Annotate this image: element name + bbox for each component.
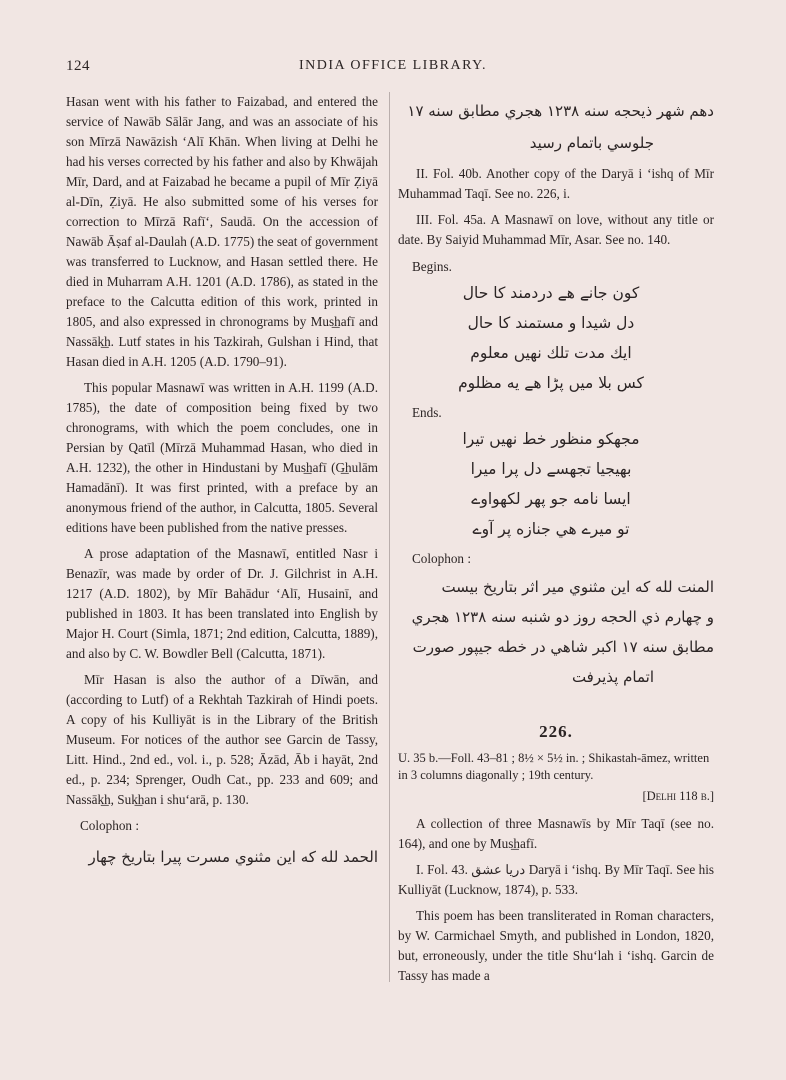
shelfmark: [Delhi 118 b.]	[642, 789, 714, 803]
colophon-line: اتمام پذيرفت	[571, 668, 654, 686]
column-divider	[389, 92, 390, 982]
verse-line: كون جانے هے دردمند كا حال	[462, 284, 640, 302]
colophon-line: و چهارم ذي الحجه روز دو شنبه سنه ۱۲۳۸ هجري	[411, 608, 714, 626]
colophon-line: المنت لله كه اين مثنوي مير اثر بتاريخ بيست	[441, 578, 714, 596]
paragraph-transliteration: This poem has been transliterated in Roman characters, by W. Carmichael Smyth, and published in London, 1820, but, erroneously, under the title Shu‘lah i ‘ishq. Garcin de Tassy has made a	[398, 908, 714, 983]
paragraph-prose-adaptation: A prose adaptation of the Masnawī, entitled Nasr i Benazīr, was made by order of Dr. J. Gilchrist in A.H. 1217 (A.D. 1802), by Mīr Bahādur ‘Alī, Husainī, and published in 1803. It has been translated into English by Major H. Court (Simla, 1871; 2nd edition, Calcutta, 1889), and also by C. W. Bowdler Bell (Calcutta, 1871).	[66, 546, 378, 661]
colophon-urdu: الحمد لله كه اين مثنوي مسرت پيرا بتاريخ چهار	[88, 848, 378, 866]
entry-number: 226.	[539, 722, 573, 741]
verse-line: كس بلا ميں پڑا هے يه مظلوم	[458, 374, 644, 392]
colophon-continuation-line-1: دهم شهر ذيحجه سنه ۱۲۳۸ هجري مطابق سنه ۱۷	[407, 102, 714, 120]
paragraph-copy-ii: II. Fol. 40b. Another copy of the Daryā i ‘ishq of Mīr Muhammad Taqī. See no. 226, i.	[398, 166, 714, 201]
verse-line: دل شيدا و مستمند كا حال	[467, 314, 635, 332]
right-column	[398, 92, 714, 992]
verse-line: بهيجيا تجهسے دل پرا ميرا	[470, 460, 632, 478]
ends-verses	[398, 424, 714, 544]
running-title: INDIA OFFICE LIBRARY.	[299, 58, 487, 73]
paragraph-copy-iii: III. Fol. 45a. A Masnawī on love, without any title or date. By Saiyid Muhammad Mīr, Asar. See no. 140.	[398, 212, 714, 247]
verse-line: ايسا نامه جو پهر لكهواوے	[471, 490, 631, 508]
verse-line: ايك مدت تلك نهيں معلوم	[470, 344, 632, 362]
colophon-line: مطابق سنه ۱۷ اكبر شاهي در خطه جيپور صورت	[412, 638, 714, 656]
verse-line: مجهكو منظور خط نهيں تيرا	[462, 430, 640, 448]
paragraph-composition: This popular Masnawī was written in A.H. 1199 (A.D. 1785), the date of composition being fixed by two chronograms, with which the poem concludes, one in Persian by Qatīl (Mīrzā Muhammad Hasan, who died in A.H. 1232), the other in Hindustani by Mus͟hafī (G͟hulām Hamadānī). It was first printed, with a preface by an anonymous friend of the author, in Calcutta, 1805. Several editions have been published from the native presses.	[66, 380, 378, 535]
page-number: 124	[66, 58, 90, 74]
colophon-label: Colophon :	[80, 818, 139, 833]
begins-verses	[398, 278, 714, 398]
colophon-continuation-line-2: جلوسي باتمام رسيد	[529, 134, 654, 152]
colophon-label-right: Colophon :	[412, 551, 471, 566]
paragraph-part-i: I. Fol. 43. دريا عشق Daryā i ‘ishq. By Mīr Taqī. See his Kulliyāt (Lucknow, 1874), p. 533.	[398, 862, 715, 897]
paragraph-other-works: Mīr Hasan is also the author of a Dīwān, and (according to Lutf) of a Rekhtah Tazkirah of Hindi poets. A copy of his Kulliyāt is in the Library of the British Museum. For notices of the author see Garcin de Tassy, Litt. Hind., 2nd ed., vol. i., p. 528; Āzād, Āb i hayāt, 2nd ed., p. 234; Sprenger, Oudh Cat., pp. 233 and 609; and Nassāk͟h, Suk͟han i shu‘arā, p. 130.	[66, 672, 378, 807]
manuscript-description: U. 35 b.—Foll. 43–81 ; 8½ × 5½ in. ; Shikastah-āmez, written in 3 columns diagonally ; 19th century.	[398, 751, 710, 782]
left-column	[66, 92, 378, 872]
verse-line: تو ميرے هي جنازه پر آوے	[472, 520, 630, 538]
paragraph-biography: Hasan went with his father to Faizabad, and entered the service of Nawāb Sālār Jang, and was an associate of his son Mīrzā Nawāzish ‘Alī Khān. When living at Delhi he had his verses corrected by his father and also by Khwājah Mīr, Dard, and at Faizabad he became a pupil of Mīr Ẓiyā al-Dīn, Ẓiyā. He also submitted some of his verses for correction to Mīrzā Rafī‘, Saudā. On the accession of Nawāb Āṣaf al-Daulah (A.D. 1775) the seat of government was transferred to Lucknow, and Hasan settled there. He died in Muharram A.H. 1201 (A.D. 1786), as stated in the preface to the Calcutta edition of this work, printed in 1805, and also expressed in chronograms by Mus͟hafī and Nassāk͟h. Lutf states in his Tazkirah, Gulshan i Hind, that Hasan died in A.H. 1205 (A.D. 1790–91).	[66, 94, 378, 369]
paragraph-collection: A collection of three Masnawīs by Mīr Taqī (see no. 164), and one by Mus͟hafī.	[398, 816, 714, 851]
ends-label: Ends.	[412, 405, 442, 420]
begins-label: Begins.	[412, 259, 452, 274]
